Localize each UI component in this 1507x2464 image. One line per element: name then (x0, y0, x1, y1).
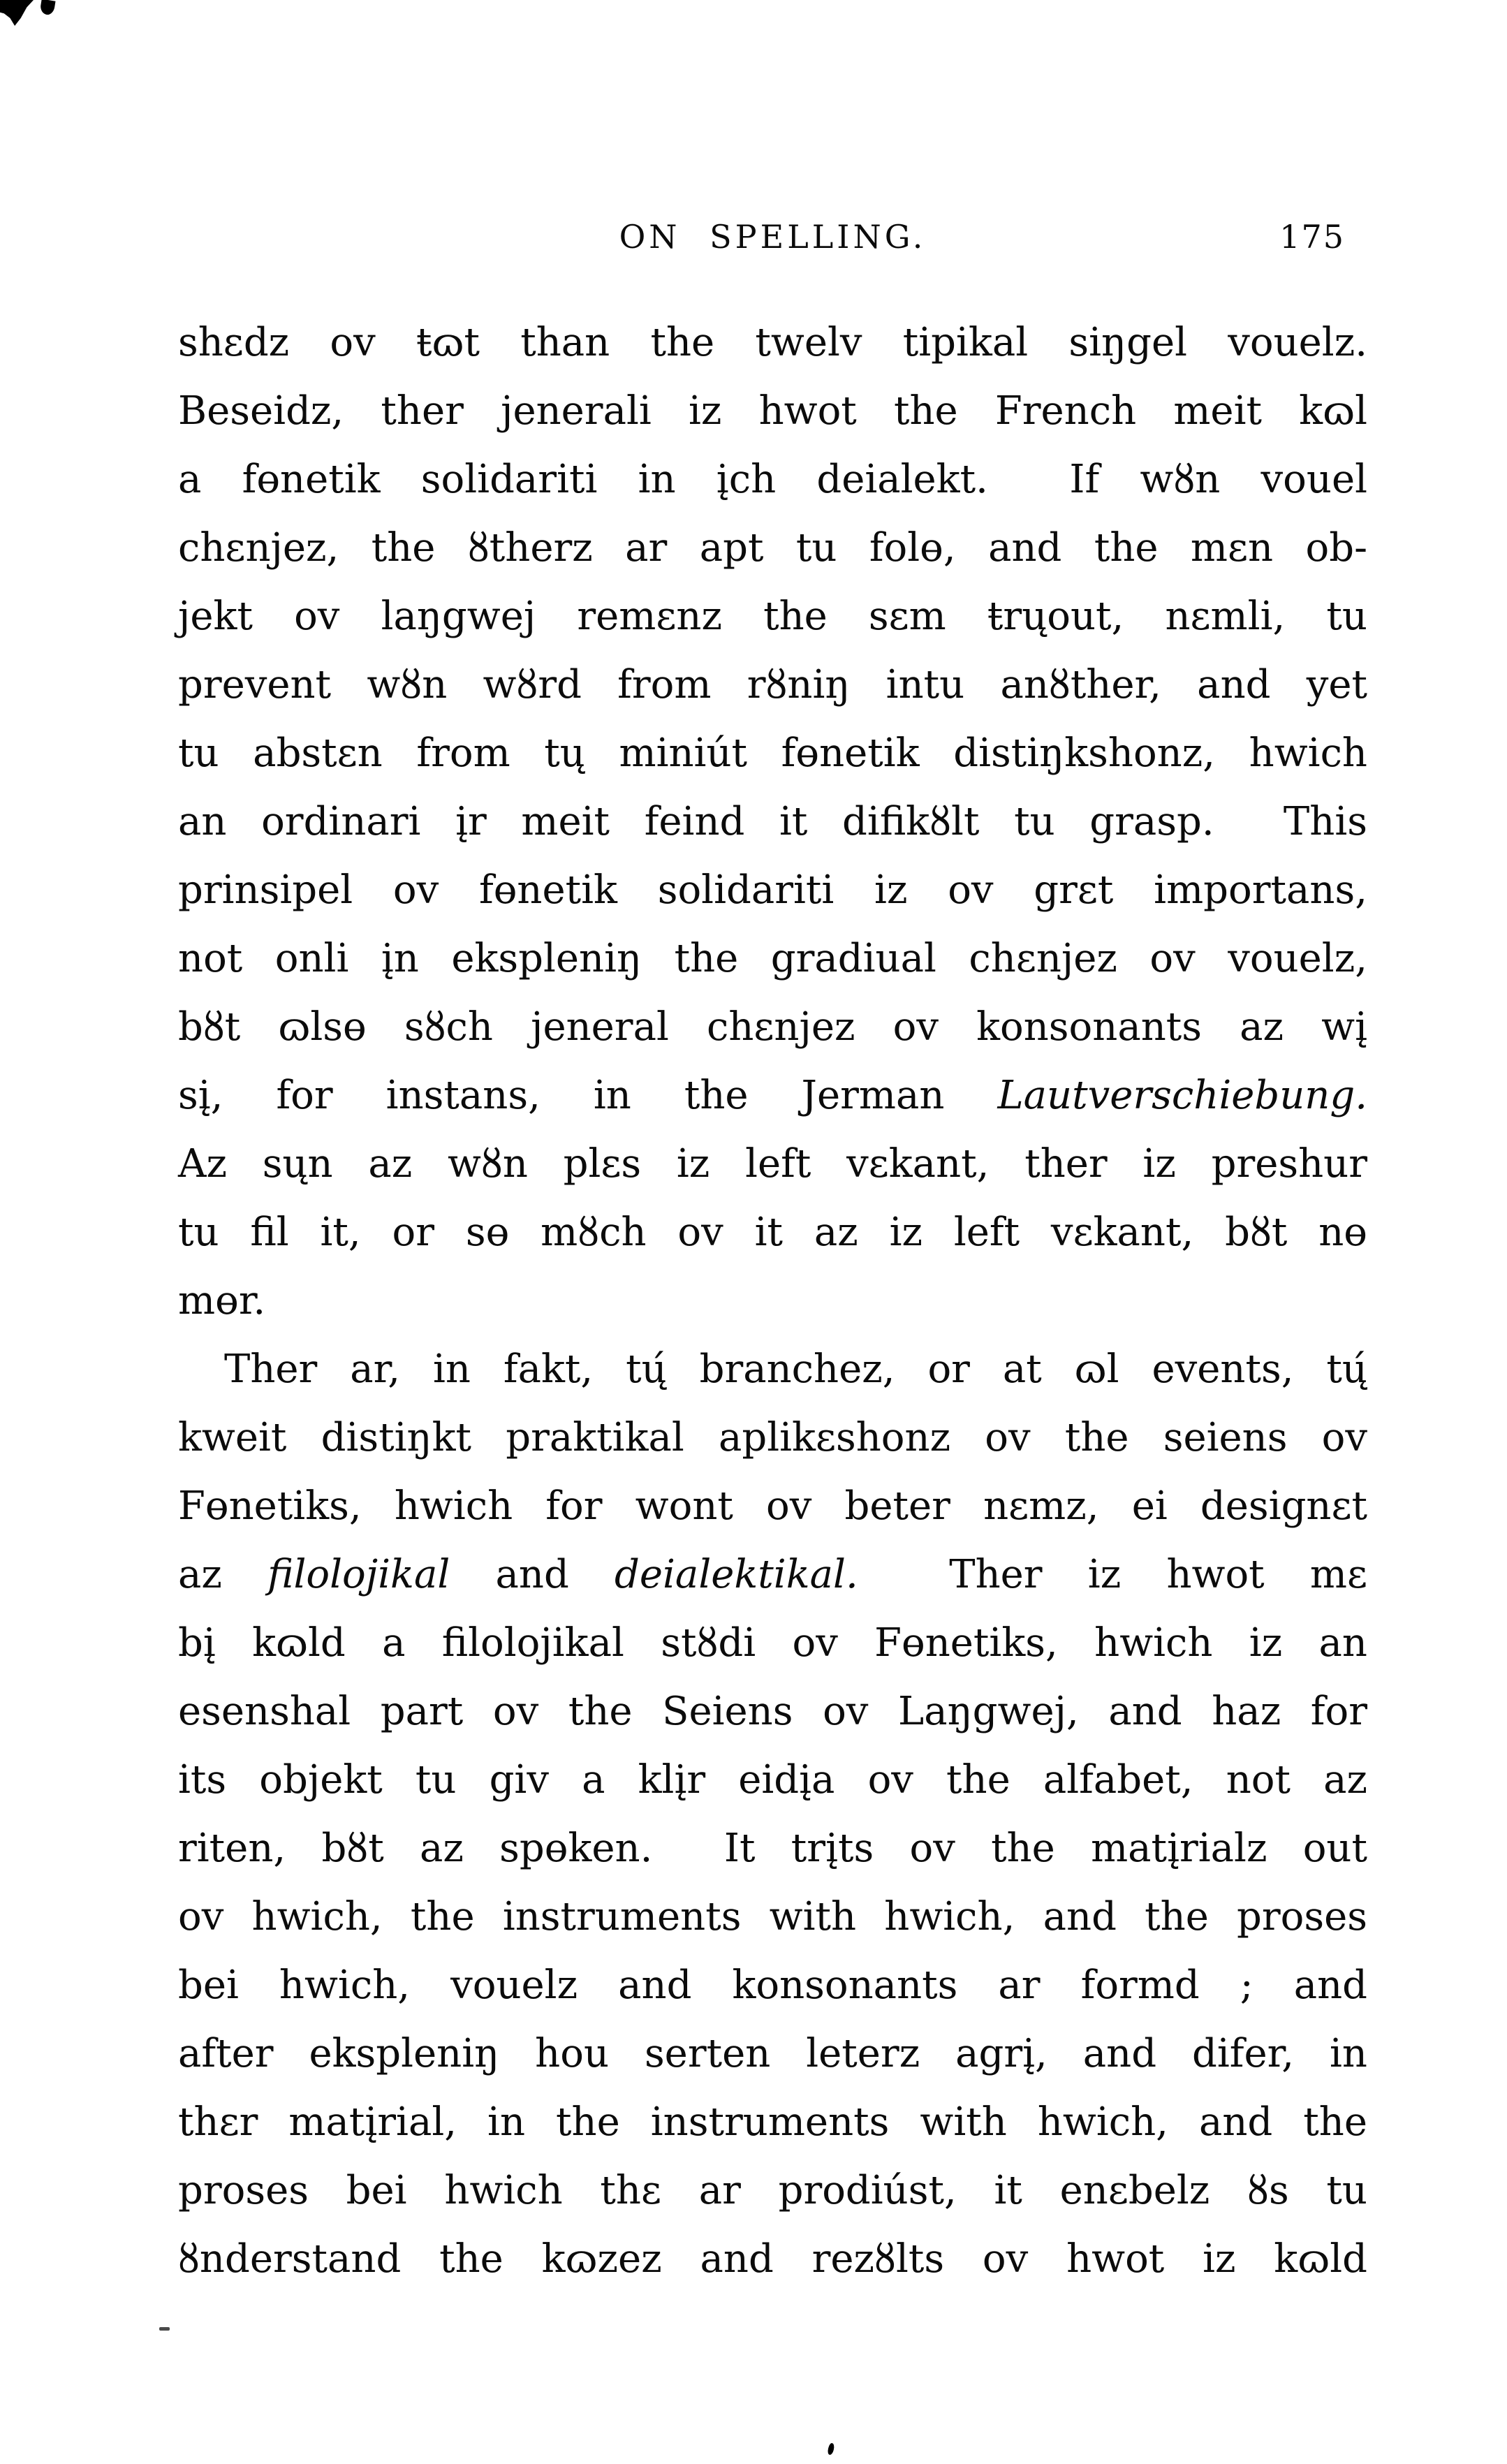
text-line (178, 1746, 1367, 1814)
text-line (178, 1335, 1367, 1404)
text-segment: Fɵnetiks, hwich for wont ov beter nɛmz, ei designɛt (178, 1483, 1367, 1529)
text-segment: Beseidz, ther jenerali iz hwot the French meit kɷl (178, 388, 1367, 434)
text-segment: sį, for instans, in the Jerman (178, 1073, 998, 1118)
text-segment: esenshal part ov the Seiens ov Laŋgwej, and haz for (178, 1689, 1367, 1734)
text-segment: ov hwich, the instruments with hwich, and the proses (178, 1894, 1367, 1939)
page-text (178, 309, 1367, 2294)
text-line (178, 446, 1367, 514)
text-line (178, 309, 1367, 377)
text-segment: a fɵnetik solidariti in įch deialekt. If wȣn vouel (178, 457, 1367, 502)
text-segment: and (450, 1552, 615, 1597)
page-header (178, 218, 1367, 260)
text-segment: kweit distiŋkt praktikal aplikɛshonz ov the seiens ov (178, 1415, 1367, 1460)
text-line (178, 1678, 1367, 1746)
text-line (178, 514, 1367, 582)
text-line (178, 1062, 1367, 1130)
text-line (178, 719, 1367, 788)
text-segment: prinsipel ov fɵnetik solidariti iz ov grɛt importans, (178, 867, 1367, 913)
scan-artifact-margin-dash (159, 2327, 170, 2331)
page-number: 175 (1279, 218, 1345, 256)
text-segment: an ordinari įr meit feind it difikȣlt tu grasp. This (178, 799, 1367, 844)
text-line (178, 377, 1367, 446)
text-line (178, 651, 1367, 719)
text-line (178, 856, 1367, 925)
text-line (178, 1541, 1367, 1609)
text-line (178, 582, 1367, 651)
text-line (178, 2088, 1367, 2157)
text-segment: proses bei hwich thɛ ar prodiúst, it enɛbelz ȣs tu (178, 2168, 1367, 2213)
text-segment: tu fil it, or sɵ mȣch ov it az iz left vɛkant, bȣt nɵ (178, 1210, 1367, 1255)
text-line (178, 1404, 1367, 1472)
page-title: ON SPELLING. (619, 218, 927, 256)
text-segment: its objekt tu giv a klįr eidįa ov the alfabet, not az (178, 1757, 1367, 1803)
text-segment: prevent wȣn wȣrd from rȣniŋ intu anȣther, and yet (178, 662, 1367, 707)
scan-artifact-corner (0, 0, 34, 26)
text-line (178, 1609, 1367, 1678)
scan-artifact-corner-speck (39, 0, 55, 15)
text-segment: riten, bȣt az spɵken. It trįts ov the matįrialz out (178, 1826, 1367, 1871)
text-line (178, 788, 1367, 856)
text-segment: shɛdz ov ŧɷt than the twelv tipikal siŋgel vouelz. (178, 320, 1367, 365)
text-segment: thɛr matįrial, in the instruments with hwich, and the (178, 2099, 1367, 2145)
text-line (178, 1951, 1367, 2020)
text-segment-italic: filolojikal (267, 1552, 450, 1597)
text-segment: bei hwich, vouelz and konsonants ar formd ; and (178, 1963, 1367, 2008)
text-segment: tu abstɛn from tų miniút fɵnetik distiŋkshonz, hwich (178, 731, 1367, 776)
text-line (178, 1814, 1367, 1883)
text-line (178, 925, 1367, 993)
text-segment: Ther iz hwot mɛ (858, 1552, 1368, 1597)
text-line (178, 1472, 1367, 1541)
text-line (178, 1198, 1367, 1267)
text-segment: bį kɷld a filolojikal stȣdi ov Fɵnetiks, hwich iz an (178, 1620, 1367, 1666)
text-segment: not onli įn ekspleniŋ the gradiual chɛnjez ov vouelz, (178, 936, 1367, 981)
text-line (178, 1130, 1367, 1198)
text-segment: az (178, 1552, 268, 1597)
text-segment: bȣt ɷlsɵ sȣch jeneral chɛnjez ov konsonants az wį (178, 1004, 1367, 1050)
text-line (178, 1267, 1367, 1335)
text-line (178, 1883, 1367, 1951)
scan-artifact-bottom-speck (827, 2442, 835, 2455)
text-segment: jekt ov laŋgwej remɛnz the sɛm ŧrųout, nɛmli, tu (178, 594, 1367, 639)
text-segment: ȣnderstand the kɷzez and rezȣlts ov hwot iz kɷld (178, 2236, 1367, 2282)
text-segment: chɛnjez, the ȣtherz ar apt tu folɵ, and the mɛn ob- (178, 525, 1367, 571)
text-segment: after ekspleniŋ hou serten leterz agrį, and difer, in (178, 2031, 1367, 2076)
text-line (178, 2225, 1367, 2294)
text-segment-italic: deialektikal. (615, 1552, 858, 1597)
text-segment: mɵr. (178, 1278, 266, 1323)
text-segment-italic: Lautverschiebung. (997, 1073, 1367, 1118)
text-line (178, 2157, 1367, 2225)
text-segment: Az sųn az wȣn plɛs iz left vɛkant, ther iz preshur (178, 1141, 1367, 1187)
text-line (178, 2020, 1367, 2088)
text-line (178, 993, 1367, 1062)
text-segment: Ther ar, in fakt, tų́ branchez, or at ɷl events, tų́ (224, 1347, 1367, 1392)
